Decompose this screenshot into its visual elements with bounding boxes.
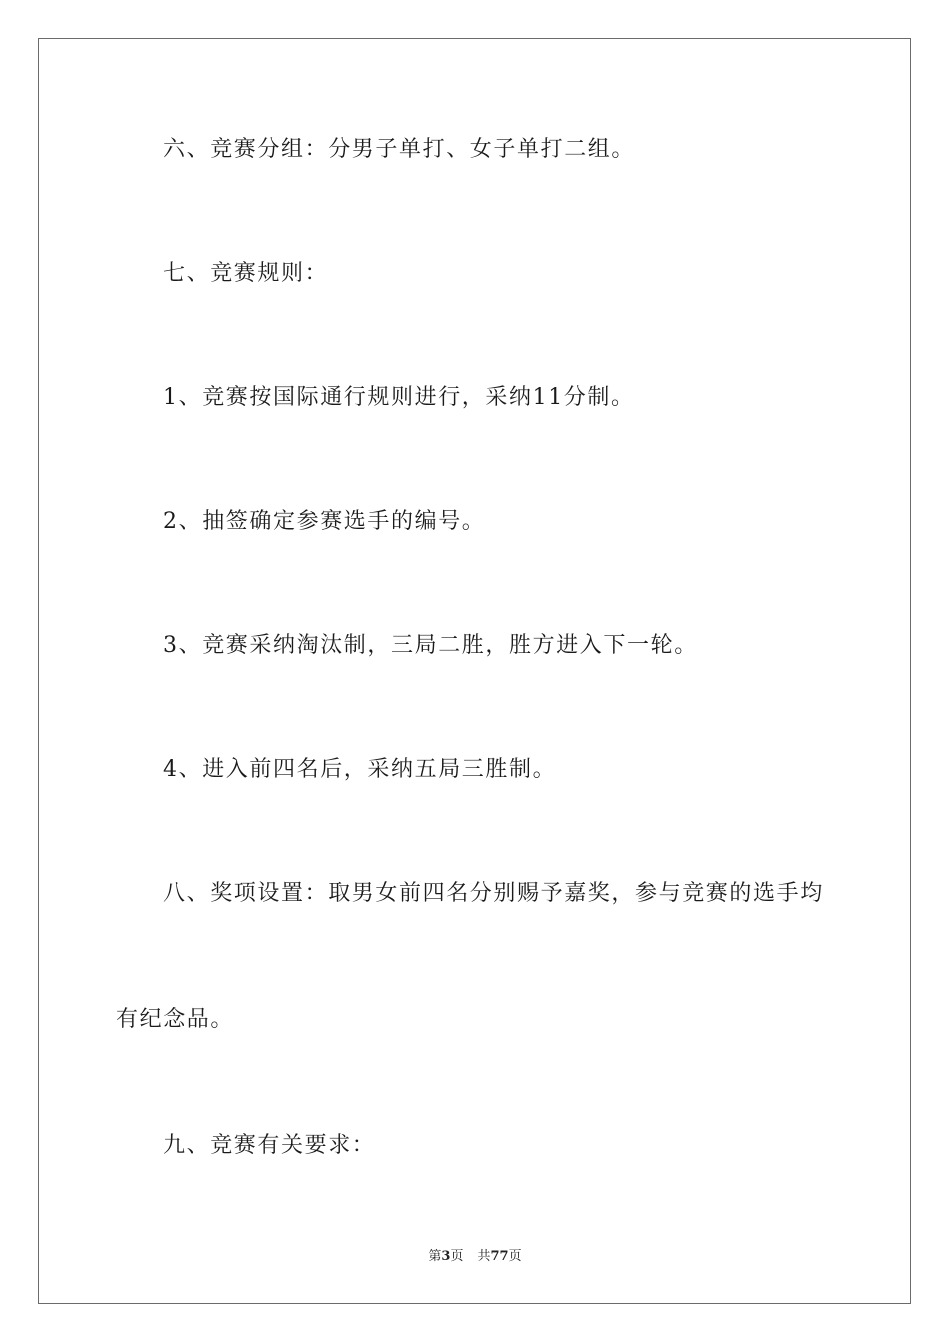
paragraph-section-7: 七、竞赛规则： [163, 261, 329, 286]
total-prefix: 共 [477, 1249, 491, 1264]
paragraph-rule-4: 4、进入前四名后，采纳五局三胜制。 [163, 757, 557, 782]
page-frame [38, 38, 911, 1304]
page-suffix: 页 [450, 1249, 464, 1264]
paragraph-section-9: 九、竞赛有关要求： [163, 1133, 376, 1158]
paragraph-section-6: 六、竞赛分组：分男子单打、女子单打二组。 [163, 137, 636, 162]
total-pages: 77 [490, 1249, 509, 1264]
paragraph-rule-1: 1、竞赛按国际通行规则进行，采纳11分制。 [163, 385, 635, 410]
paragraph-section-8: 八、奖项设置：取男女前四名分别赐予嘉奖，参与竞赛的选手均 [163, 881, 824, 906]
page-number: 3 [441, 1249, 451, 1264]
page-prefix: 第 [428, 1249, 442, 1264]
paragraph-rule-2: 2、抽签确定参赛选手的编号。 [163, 509, 486, 534]
page-footer [0, 1248, 950, 1266]
total-suffix: 页 [508, 1249, 522, 1264]
paragraph-section-8-continued: 有纪念品。 [116, 1007, 235, 1032]
paragraph-rule-3: 3、竞赛采纳淘汰制，三局二胜，胜方进入下一轮。 [163, 633, 698, 658]
